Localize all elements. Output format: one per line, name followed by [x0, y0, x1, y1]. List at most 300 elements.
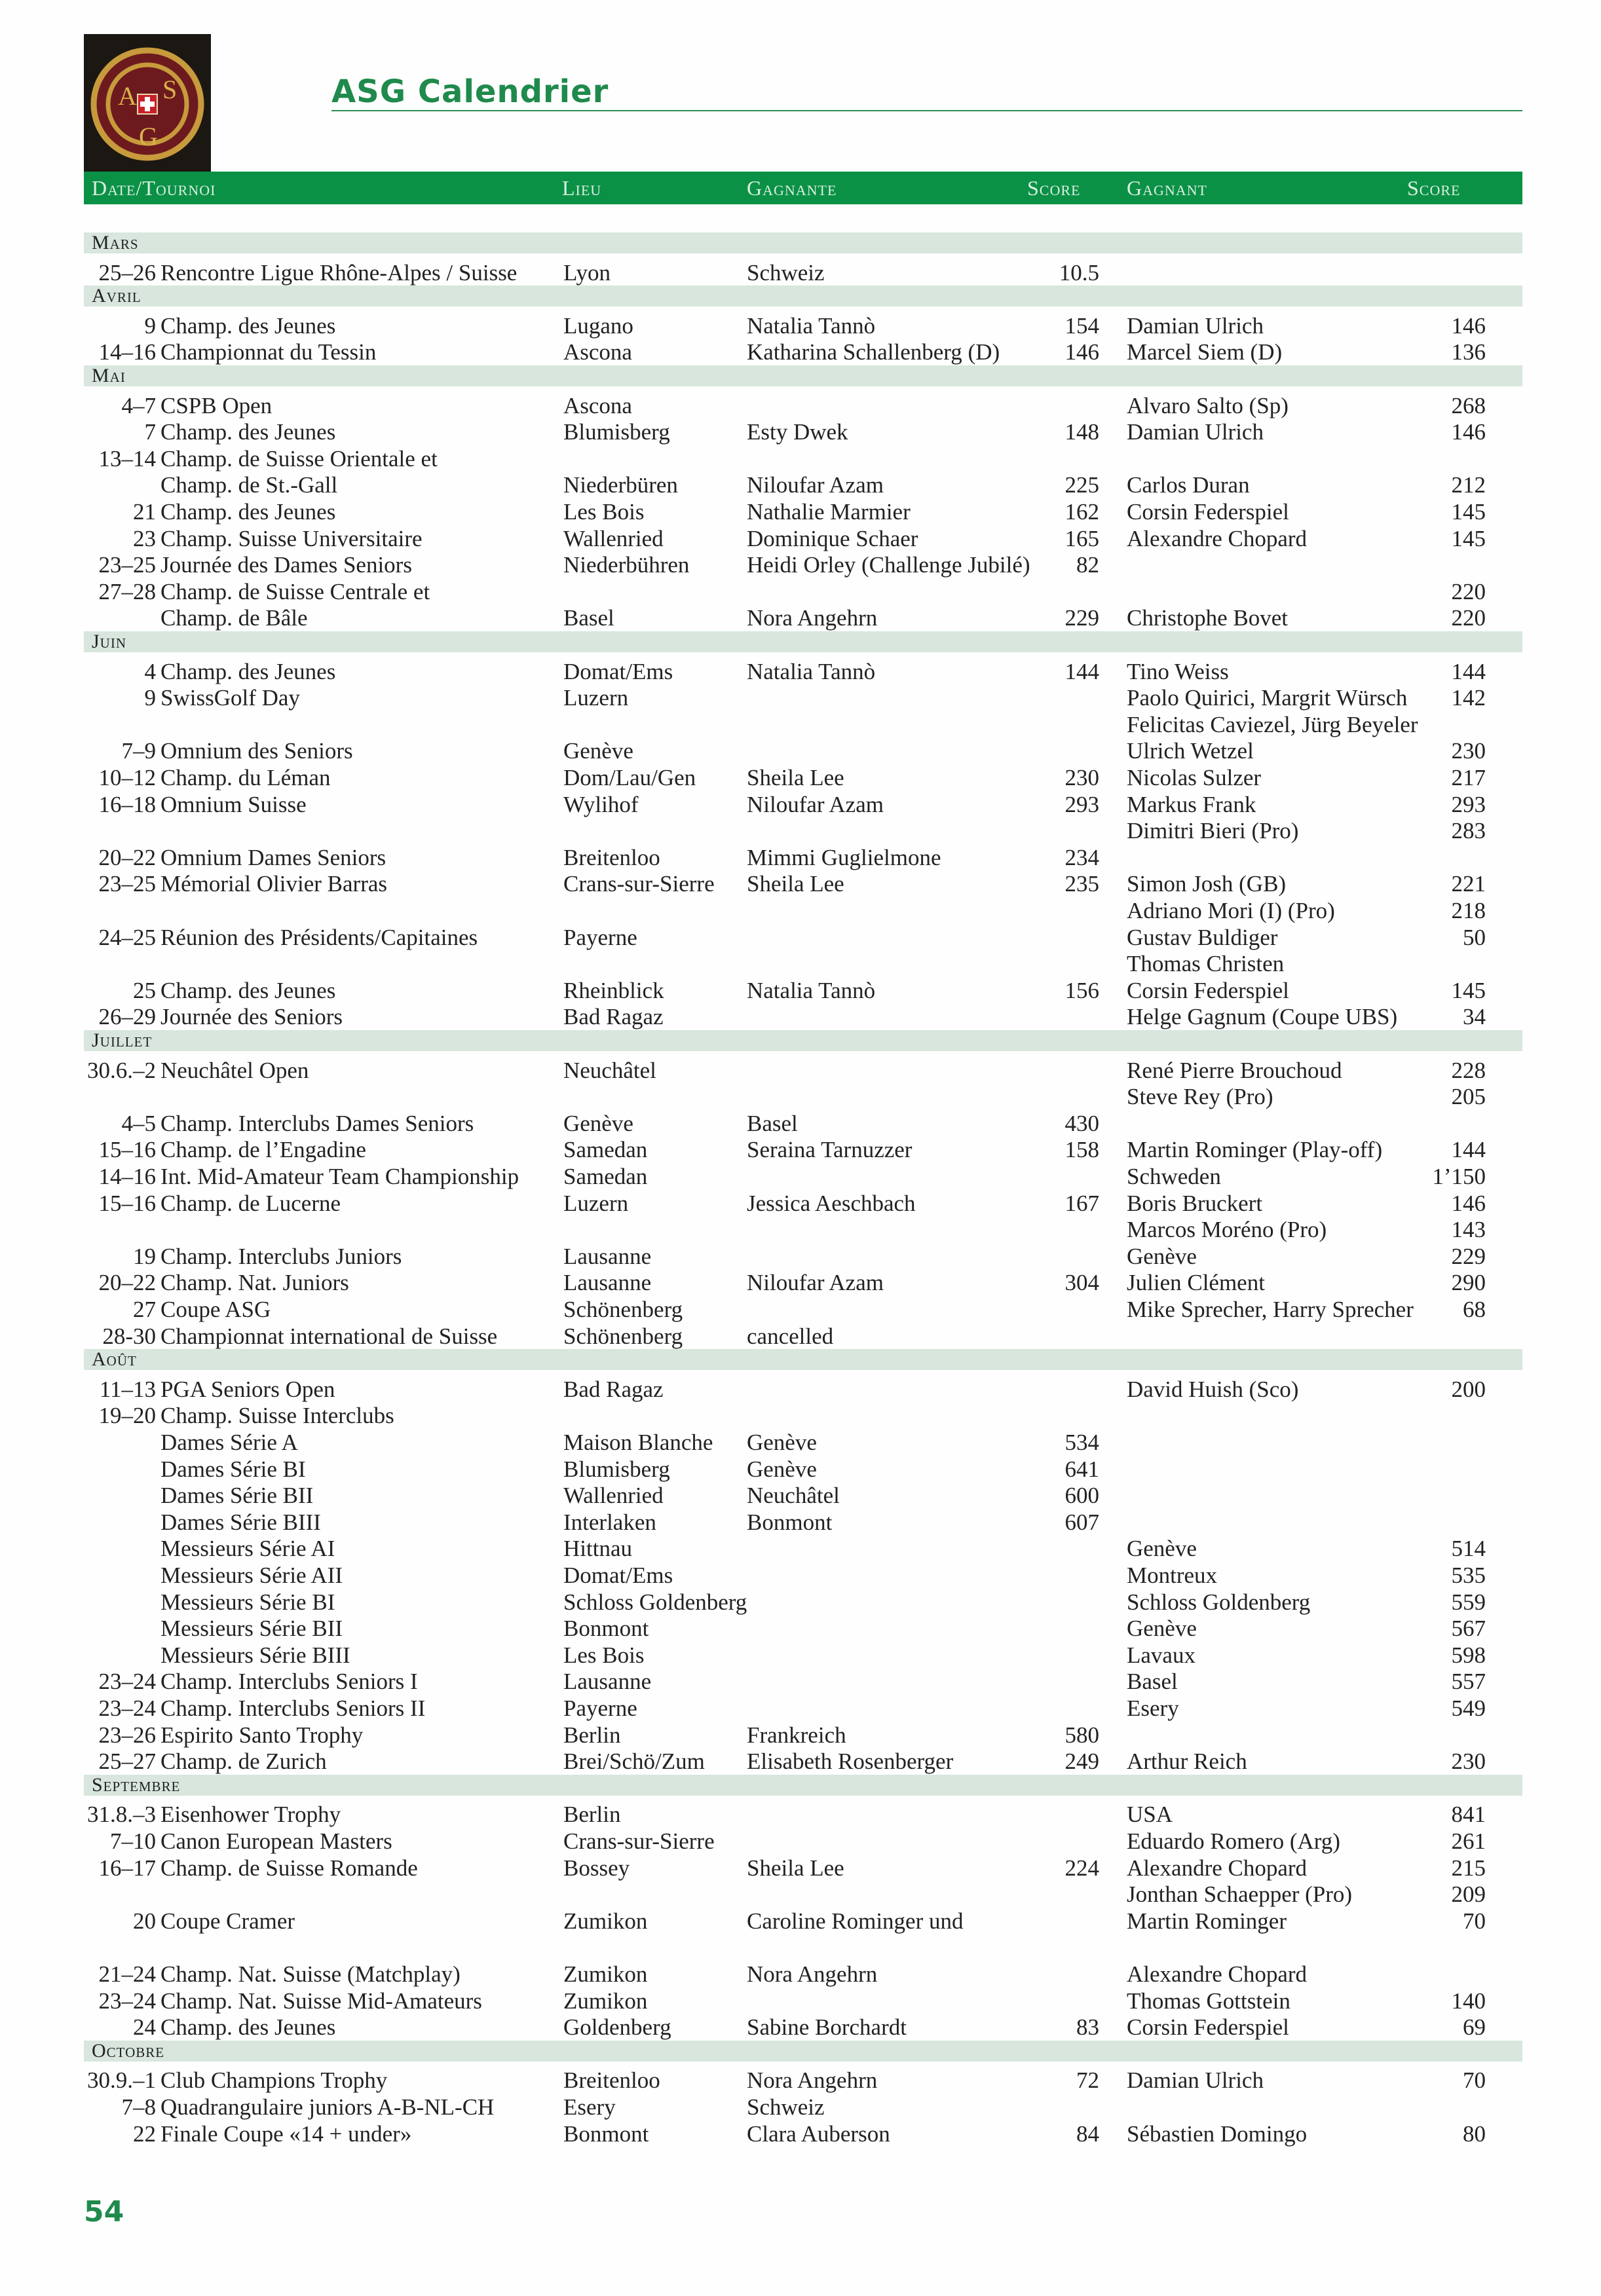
cell-gagnante: Natalia Tannò	[747, 313, 876, 339]
cell-lieu: Payerne	[563, 1695, 637, 1721]
table-row	[0, 950, 1601, 977]
cell-lieu: Brei/Schö/Zum	[563, 1749, 705, 1774]
cell-date: 14–16	[98, 339, 156, 365]
cell-lieu: Rheinblick	[563, 978, 664, 1003]
cell-score-w: 225	[1064, 472, 1099, 498]
page-title: ASG Calendrier	[331, 73, 609, 110]
cell-gagnante: Nora Angehrn	[747, 1961, 878, 1987]
cell-date: 23–24	[98, 1669, 156, 1694]
cell-gagnant: Mike Sprecher, Harry Sprecher	[1127, 1297, 1414, 1322]
cell-score-w: 148	[1064, 419, 1099, 445]
month-section	[84, 2041, 1522, 2062]
cell-lieu: Schloss Goldenberg	[563, 1589, 747, 1615]
table-row	[0, 1003, 1601, 1030]
cell-gagnant: Damian Ulrich	[1127, 2067, 1264, 2093]
cell-gagnante: Neuchâtel	[747, 1483, 840, 1508]
cell-score-m: 514	[1451, 1536, 1486, 1561]
table-row	[0, 312, 1601, 339]
cell-gagnant: Martin Rominger	[1127, 1908, 1287, 1934]
cell-score-w: 72	[1076, 2067, 1099, 2093]
table-row	[0, 1163, 1601, 1190]
cell-tournoi: Champ. Interclubs Seniors I	[160, 1669, 418, 1694]
asg-emblem-icon	[84, 34, 211, 174]
cell-lieu: Neuchâtel	[563, 1058, 656, 1083]
cell-tournoi: Champ. des Jeunes	[160, 313, 336, 339]
table-row	[0, 418, 1601, 445]
cell-lieu: Blumisberg	[563, 419, 670, 445]
cell-lieu: Berlin	[563, 1722, 621, 1748]
month-label: Mai	[92, 365, 126, 386]
cell-score-m: 598	[1451, 1642, 1486, 1668]
cell-gagnant: Sébastien Domingo	[1127, 2121, 1308, 2147]
cell-gagnant: Christophe Bovet	[1127, 605, 1288, 631]
cell-score-m: 228	[1451, 1058, 1486, 1083]
title-rule	[331, 110, 1522, 111]
table-row	[0, 791, 1601, 818]
cell-lieu: Bossey	[563, 1855, 630, 1881]
table-row	[0, 2067, 1601, 2094]
cell-date: 23–24	[98, 1695, 156, 1721]
cell-lieu: Schönenberg	[563, 1297, 683, 1322]
cell-tournoi: Finale Coupe «14 + under»	[160, 2121, 412, 2147]
cell-tournoi: Quadrangulaire juniors A-B-NL-CH	[160, 2094, 495, 2120]
cell-date: 13–14	[98, 446, 156, 472]
cell-date: 27–28	[98, 579, 156, 604]
cell-tournoi: Coupe ASG	[160, 1297, 271, 1322]
table-row	[0, 578, 1601, 605]
header-score-men: Score	[1407, 176, 1461, 200]
table-row	[0, 924, 1601, 951]
cell-score-m: 217	[1451, 765, 1486, 790]
header-lieu: Lieu	[562, 176, 602, 200]
cell-gagnant: Damian Ulrich	[1127, 313, 1264, 339]
cell-date: 7–10	[110, 1828, 156, 1854]
cell-date: 20–22	[98, 845, 156, 870]
cell-lieu: Zumikon	[563, 1908, 648, 1934]
table-row	[0, 1243, 1601, 1270]
cell-lieu: Zumikon	[563, 1988, 648, 2014]
cell-tournoi: Messieurs Série BI	[160, 1589, 335, 1615]
cell-tournoi: Espirito Santo Trophy	[160, 1722, 364, 1748]
cell-tournoi: Champ. de Suisse Orientale et	[160, 446, 438, 472]
cell-score-m: 140	[1451, 1988, 1486, 2014]
cell-date: 7–8	[121, 2094, 156, 2120]
table-row	[0, 1323, 1601, 1350]
cell-score-m: 283	[1451, 818, 1486, 843]
cell-score-m: 215	[1451, 1855, 1486, 1881]
page-number: 54	[84, 2195, 124, 2229]
cell-tournoi: Omnium des Seniors	[160, 738, 353, 764]
cell-date: 25	[133, 978, 156, 1003]
table-row	[0, 525, 1601, 552]
cell-date: 15–16	[98, 1191, 156, 1216]
cell-tournoi: Champ. des Jeunes	[160, 2014, 336, 2040]
cell-tournoi: Dames Série BII	[160, 1483, 314, 1508]
table-row	[0, 897, 1601, 924]
table-row	[0, 1589, 1601, 1616]
cell-lieu: Breitenloo	[563, 2067, 660, 2093]
cell-date: 21–24	[98, 1961, 156, 1987]
cell-gagnante: Caroline Rominger und	[747, 1908, 964, 1934]
cell-gagnant: Nicolas Sulzer	[1127, 765, 1262, 790]
cell-lieu: Berlin	[563, 1802, 621, 1827]
cell-tournoi: Mémorial Olivier Barras	[160, 871, 388, 897]
cell-score-m: 146	[1451, 1191, 1486, 1216]
table-row	[0, 2120, 1601, 2147]
table-row	[0, 1057, 1601, 1084]
table-row	[0, 1402, 1601, 1429]
table-row	[0, 764, 1601, 791]
cell-date: 7–9	[121, 738, 156, 764]
cell-gagnante: Niloufar Azam	[747, 792, 884, 817]
cell-score-m: 50	[1463, 925, 1486, 950]
cell-gagnant: Steve Rey (Pro)	[1127, 1084, 1273, 1109]
cell-date: 7	[144, 419, 156, 445]
cell-lieu: Wallenried	[563, 1483, 664, 1508]
cell-date: 20–22	[98, 1270, 156, 1295]
month-section	[84, 1030, 1522, 1051]
cell-tournoi: Omnium Suisse	[160, 792, 307, 817]
cell-tournoi: Messieurs Série AI	[160, 1536, 335, 1561]
cell-tournoi: Champ. des Jeunes	[160, 659, 336, 684]
cell-tournoi: Journée des Seniors	[160, 1004, 343, 1029]
table-row	[0, 1110, 1601, 1137]
cell-score-m: 261	[1451, 1828, 1486, 1854]
cell-score-w: 430	[1064, 1111, 1099, 1136]
cell-tournoi: Championnat international de Suisse	[160, 1324, 498, 1349]
table-row	[0, 1642, 1601, 1669]
cell-date: 19	[133, 1244, 156, 1269]
cell-score-m: 146	[1451, 419, 1486, 445]
cell-date: 30.9.–1	[87, 2067, 156, 2093]
cell-gagnant: Simon Josh (GB)	[1127, 871, 1287, 897]
cell-gagnant: Boris Bruckert	[1127, 1191, 1263, 1216]
table-row	[0, 339, 1601, 365]
cell-lieu: Breitenloo	[563, 845, 660, 870]
cell-tournoi: Club Champions Trophy	[160, 2067, 388, 2093]
table-row	[0, 551, 1601, 578]
cell-lieu: Wylihof	[563, 792, 639, 817]
cell-tournoi: Canon European Masters	[160, 1828, 392, 1854]
cell-score-m: 69	[1463, 2014, 1486, 2040]
cell-date: 9	[144, 685, 156, 711]
cell-gagnante: Clara Auberson	[747, 2121, 890, 2147]
table-row	[0, 1855, 1601, 1881]
cell-score-w: 641	[1064, 1456, 1099, 1482]
svg-text:G: G	[139, 122, 158, 151]
cell-tournoi: Coupe Cramer	[160, 1908, 295, 1934]
cell-tournoi: Champ. du Léman	[160, 765, 331, 790]
header-score-women: Score	[1027, 176, 1081, 200]
cell-score-m: 1’150	[1432, 1164, 1486, 1189]
cell-date: 10–12	[98, 765, 156, 790]
cell-lieu: Dom/Lau/Gen	[563, 765, 696, 790]
table-row	[0, 1136, 1601, 1163]
cell-tournoi: Dames Série BI	[160, 1456, 306, 1482]
cell-gagnant: Gustav Buldiger	[1127, 925, 1278, 950]
cell-gagnante: Esty Dwek	[747, 419, 848, 445]
cell-date: 24–25	[98, 925, 156, 950]
cell-date: 19–20	[98, 1403, 156, 1428]
cell-gagnante: Frankreich	[747, 1722, 846, 1748]
cell-date: 21	[133, 499, 156, 525]
cell-tournoi: Champ. de l’Engadine	[160, 1137, 366, 1162]
cell-date: 4–5	[121, 1111, 156, 1136]
table-row	[0, 445, 1601, 472]
cell-date: 24	[133, 2014, 156, 2040]
cell-gagnant: Thomas Gottstein	[1127, 1988, 1290, 2014]
cell-date: 9	[144, 313, 156, 339]
cell-date: 15–16	[98, 1137, 156, 1162]
cell-gagnant: Schweden	[1127, 1164, 1221, 1189]
month-label: Août	[92, 1348, 137, 1370]
cell-lieu: Zumikon	[563, 1961, 648, 1987]
table-row	[0, 1828, 1601, 1855]
cell-lieu: Crans-sur-Sierre	[563, 1828, 715, 1854]
cell-score-m: 290	[1451, 1270, 1486, 1295]
cell-score-m: 205	[1451, 1084, 1486, 1109]
cell-date: 23–25	[98, 871, 156, 897]
cell-lieu: Lugano	[563, 313, 633, 339]
cell-date: 25–26	[98, 260, 156, 286]
table-row	[0, 1562, 1601, 1589]
cell-tournoi: Champ. de St.-Gall	[160, 472, 338, 498]
cell-score-w: 249	[1064, 1749, 1099, 1774]
cell-lieu: Esery	[563, 2094, 616, 2120]
cell-date: 4	[144, 659, 156, 684]
month-section	[84, 631, 1522, 652]
table-row	[0, 1190, 1601, 1217]
cell-score-m: 220	[1451, 579, 1486, 604]
cell-gagnant: Genève	[1127, 1244, 1197, 1269]
cell-score-w: 154	[1064, 313, 1099, 339]
cell-score-m: 841	[1451, 1802, 1486, 1827]
svg-text:S: S	[162, 75, 178, 104]
cell-gagnant: Arthur Reich	[1127, 1749, 1247, 1774]
cell-gagnante: Sheila Lee	[747, 871, 844, 897]
cell-lieu: Genève	[563, 738, 633, 764]
cell-lieu: Wallenried	[563, 526, 664, 551]
cell-gagnant: Basel	[1127, 1669, 1178, 1694]
table-row	[0, 1269, 1601, 1296]
table-row	[0, 498, 1601, 525]
table-row	[0, 844, 1601, 871]
cell-date: 11–13	[99, 1377, 156, 1402]
cell-tournoi: Champ. de Suisse Romande	[160, 1855, 418, 1881]
cell-score-m: 143	[1451, 1217, 1486, 1242]
table-row	[0, 1509, 1601, 1536]
cell-score-w: 230	[1064, 765, 1099, 790]
cell-tournoi: Dames Série BIII	[160, 1509, 321, 1535]
cell-score-w: 234	[1064, 845, 1099, 870]
cell-gagnante: Nathalie Marmier	[747, 499, 911, 525]
cell-score-m: 70	[1463, 1908, 1486, 1934]
cell-gagnante: Basel	[747, 1111, 798, 1136]
cell-lieu: Genève	[563, 1111, 633, 1136]
cell-tournoi: Journée des Dames Seniors	[160, 552, 412, 578]
cell-gagnante: Seraina Tarnuzzer	[747, 1137, 913, 1162]
cell-date: 30.6.–2	[87, 1058, 156, 1083]
month-label: Juin	[92, 631, 126, 652]
cell-gagnant: Marcel Siem (D)	[1127, 339, 1283, 365]
cell-tournoi: Champ. des Jeunes	[160, 978, 336, 1003]
cell-gagnant: Dimitri Bieri (Pro)	[1127, 818, 1299, 843]
cell-score-m: 144	[1451, 659, 1486, 684]
cell-lieu: Lausanne	[563, 1244, 652, 1269]
cell-lieu: Niederbühren	[563, 552, 690, 578]
table-row	[0, 817, 1601, 844]
cell-lieu: Les Bois	[563, 499, 645, 525]
cell-date: 16–18	[98, 792, 156, 817]
cell-tournoi: Champ. Suisse Interclubs	[160, 1403, 394, 1428]
cell-score-w: 600	[1064, 1483, 1099, 1508]
cell-date: 23–24	[98, 1988, 156, 2014]
cell-gagnant: Tino Weiss	[1127, 659, 1229, 684]
cell-gagnant: Felicitas Caviezel, Jürg Beyeler	[1127, 712, 1418, 737]
cell-score-w: 144	[1064, 659, 1099, 684]
cell-score-m: 68	[1463, 1297, 1486, 1322]
cell-gagnant: Esery	[1127, 1695, 1179, 1721]
cell-tournoi: Messieurs Série BIII	[160, 1642, 350, 1668]
cell-score-w: 304	[1064, 1270, 1099, 1295]
table-row	[0, 684, 1601, 711]
table-row	[0, 658, 1601, 685]
cell-score-m: 567	[1451, 1616, 1486, 1641]
cell-lieu: Goldenberg	[563, 2014, 671, 2040]
month-section	[84, 232, 1522, 253]
cell-gagnant: Schloss Goldenberg	[1127, 1589, 1311, 1615]
cell-gagnant: Lavaux	[1127, 1642, 1196, 1668]
cell-gagnant: Julien Clément	[1127, 1270, 1265, 1295]
cell-score-m: 145	[1451, 526, 1486, 551]
cell-gagnante: Genève	[747, 1456, 817, 1482]
table-row	[0, 1801, 1601, 1828]
cell-score-m: 293	[1451, 792, 1486, 817]
cell-gagnante: Elisabeth Rosenberger	[747, 1749, 954, 1774]
cell-date: 31.8.–3	[87, 1802, 156, 1827]
cell-gagnante: Dominique Schaer	[747, 526, 918, 551]
cell-lieu: Domat/Ems	[563, 1563, 673, 1588]
cell-lieu: Bad Ragaz	[563, 1377, 664, 1402]
header-gagnante: Gagnante	[747, 176, 837, 200]
cell-lieu: Bad Ragaz	[563, 1004, 664, 1029]
cell-score-m: 146	[1451, 313, 1486, 339]
cell-score-m: 212	[1451, 472, 1486, 498]
cell-lieu: Ascona	[563, 339, 632, 365]
table-row	[0, 1456, 1601, 1483]
cell-tournoi: Champ. Nat. Suisse (Matchplay)	[160, 1961, 461, 1987]
table-row	[0, 604, 1601, 631]
cell-tournoi: Champ. des Jeunes	[160, 499, 336, 525]
cell-date: 23–26	[98, 1722, 156, 1748]
table-row	[0, 1429, 1601, 1456]
cell-score-w: 165	[1064, 526, 1099, 551]
cell-gagnante: Katharina Schallenberg (D)	[747, 339, 1000, 365]
cell-gagnante: cancelled	[747, 1324, 834, 1349]
cell-date: 23–25	[98, 552, 156, 578]
cell-score-m: 144	[1451, 1137, 1486, 1162]
cell-score-w: 229	[1064, 605, 1099, 631]
cell-lieu: Domat/Ems	[563, 659, 673, 684]
cell-date: 26–29	[98, 1004, 156, 1029]
cell-date: 16–17	[98, 1855, 156, 1881]
table-row	[0, 1296, 1601, 1323]
table-row	[0, 977, 1601, 1004]
header-date-tournoi: Date/Tournoi	[92, 176, 216, 200]
cell-date: 28-30	[102, 1324, 156, 1349]
table-row	[0, 1934, 1601, 1961]
cell-lieu: Ascona	[563, 393, 632, 418]
cell-score-w: 83	[1076, 2014, 1099, 2040]
cell-lieu: Basel	[563, 605, 614, 631]
table-row	[0, 737, 1601, 764]
cell-tournoi: Champ. Nat. Juniors	[160, 1270, 349, 1295]
cell-score-w: 84	[1076, 2121, 1099, 2147]
cell-tournoi: Int. Mid-Amateur Team Championship	[160, 1164, 519, 1189]
cell-score-m: 229	[1451, 1244, 1486, 1269]
cell-gagnant: Helge Gagnum (Coupe UBS)	[1127, 1004, 1398, 1029]
cell-tournoi: Champ. Interclubs Dames Seniors	[160, 1111, 474, 1136]
table-row	[0, 1961, 1601, 1988]
table-row	[0, 1695, 1601, 1722]
cell-gagnant: Alexandre Chopard	[1127, 526, 1308, 551]
cell-score-m: 221	[1451, 871, 1486, 897]
cell-lieu: Luzern	[563, 685, 629, 711]
table-row	[0, 2094, 1601, 2120]
month-label: Octobre	[92, 2040, 165, 2062]
cell-gagnante: Sheila Lee	[747, 1855, 844, 1881]
table-row	[0, 1908, 1601, 1935]
cell-lieu: Crans-sur-Sierre	[563, 871, 715, 897]
cell-tournoi: Champ. des Jeunes	[160, 419, 336, 445]
cell-lieu: Hittnau	[563, 1536, 632, 1561]
month-section	[84, 365, 1522, 386]
cell-score-w: 82	[1076, 552, 1099, 578]
cell-gagnante: Nora Angehrn	[747, 605, 878, 631]
cell-tournoi: Champ. de Zurich	[160, 1749, 327, 1774]
cell-score-w: 162	[1064, 499, 1099, 525]
table-row	[0, 2014, 1601, 2041]
cell-score-m: 145	[1451, 499, 1486, 525]
cell-gagnant: Paolo Quirici, Margrit Würsch	[1127, 685, 1408, 711]
cell-lieu: Blumisberg	[563, 1456, 670, 1482]
cell-tournoi: Champ. Suisse Universitaire	[160, 526, 423, 551]
cell-lieu: Lausanne	[563, 1270, 652, 1295]
cell-gagnante: Mimmi Guglielmone	[747, 845, 941, 870]
month-section	[84, 286, 1522, 306]
cell-lieu: Samedan	[563, 1164, 648, 1189]
table-row	[0, 1216, 1601, 1243]
cell-score-m: 70	[1463, 2067, 1486, 2093]
cell-date: 20	[133, 1908, 156, 1934]
cell-score-w: 580	[1064, 1722, 1099, 1748]
cell-tournoi: Messieurs Série BII	[160, 1616, 343, 1641]
cell-gagnant: Jonthan Schaepper (Pro)	[1127, 1881, 1353, 1907]
asg-logo	[84, 34, 211, 174]
table-row	[0, 1748, 1601, 1775]
cell-gagnant: Eduardo Romero (Arg)	[1127, 1828, 1340, 1854]
cell-score-m: 34	[1463, 1004, 1486, 1029]
cell-score-m: 220	[1451, 605, 1486, 631]
cell-gagnante: Bonmont	[747, 1509, 833, 1535]
cell-tournoi: Championnat du Tessin	[160, 339, 377, 365]
cell-score-w: 235	[1064, 871, 1099, 897]
header-gagnant: Gagnant	[1127, 176, 1207, 200]
table-row	[0, 1668, 1601, 1695]
cell-gagnant: Genève	[1127, 1616, 1197, 1641]
cell-lieu: Niederbüren	[563, 472, 678, 498]
cell-gagnant: Alvaro Salto (Sp)	[1127, 393, 1289, 418]
